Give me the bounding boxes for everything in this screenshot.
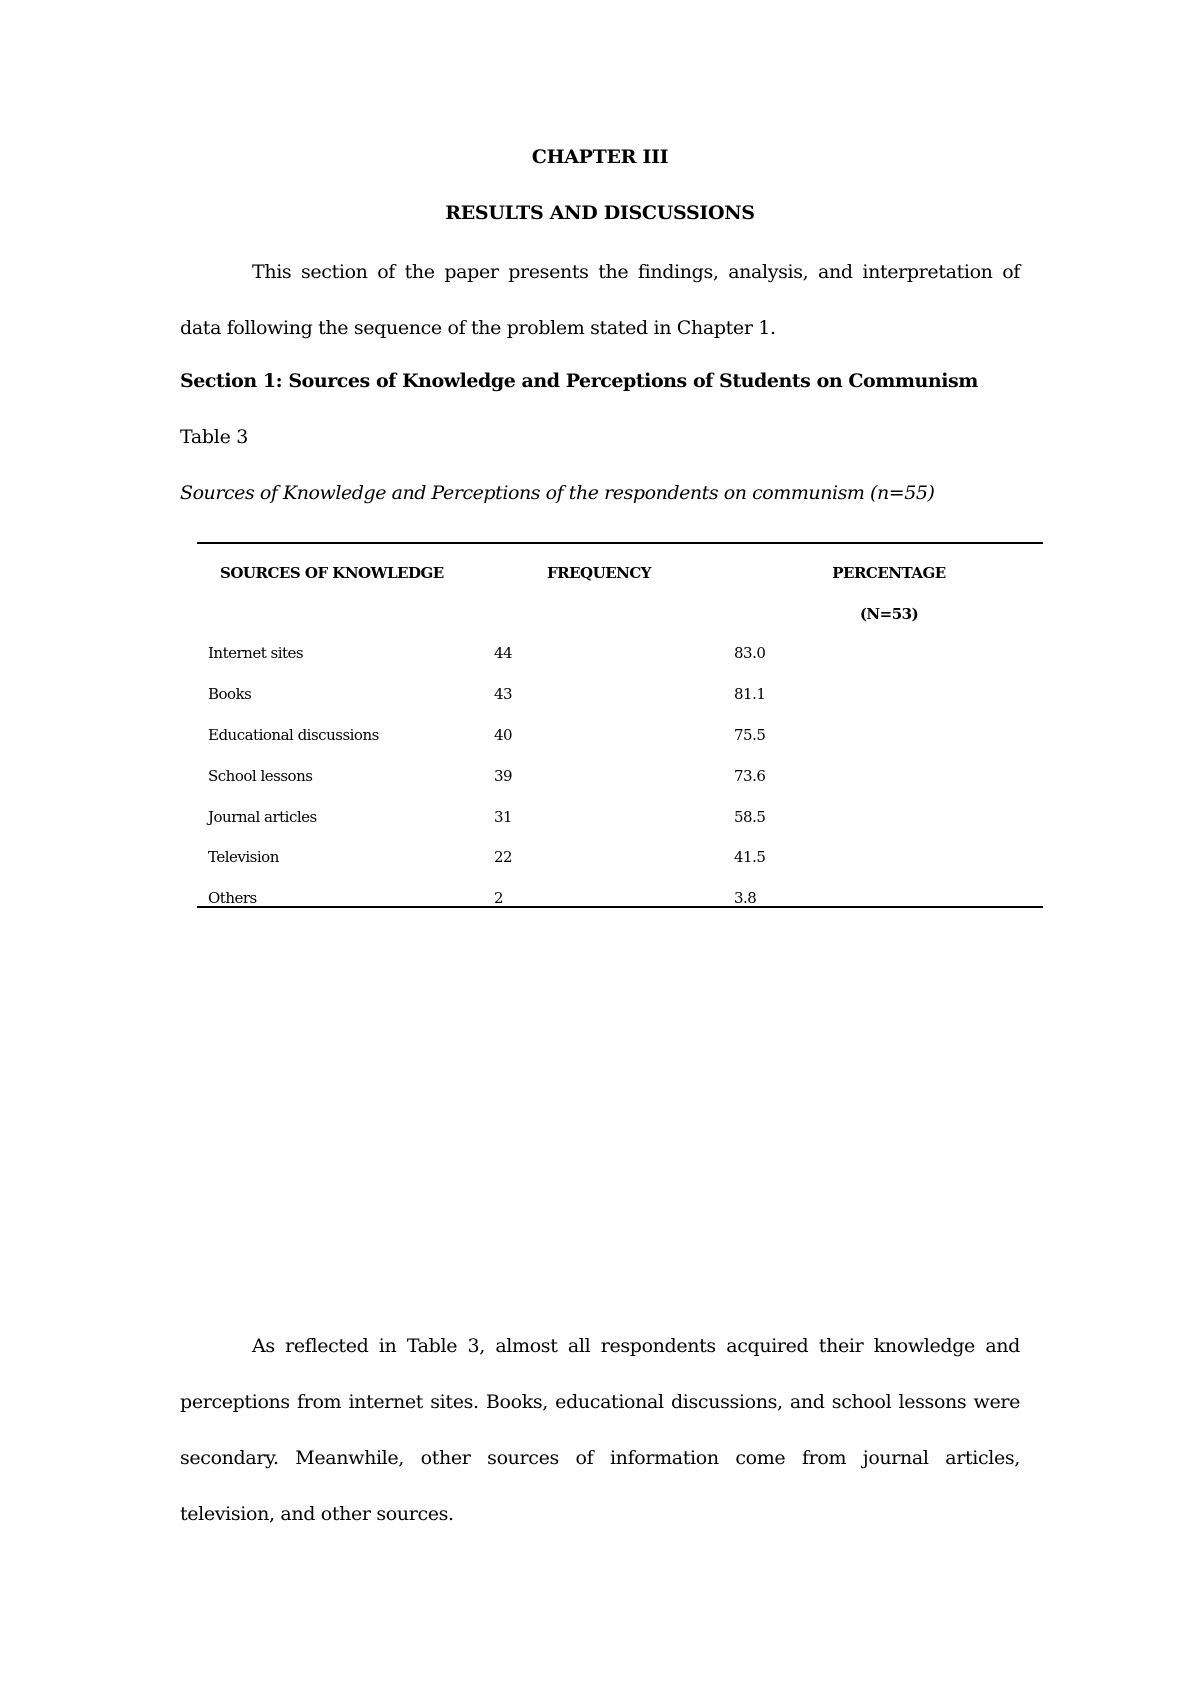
- table-row: [197, 848, 1043, 889]
- table-caption: Sources of Knowledge and Perceptions of the respondents on communism (n=55): [180, 482, 935, 504]
- cell-frequency: 2: [494, 889, 504, 907]
- cell-source: Internet sites: [208, 644, 304, 662]
- cell-source: Journal articles: [208, 808, 317, 826]
- cell-percentage: 58.5: [734, 808, 766, 826]
- cell-frequency: 43: [494, 685, 513, 703]
- cell-frequency: 22: [494, 848, 513, 866]
- header-percentage-n: (N=53): [859, 605, 919, 623]
- table-row: [197, 726, 1043, 767]
- cell-source: Educational discussions: [208, 726, 379, 744]
- cell-percentage: 83.0: [734, 644, 766, 662]
- cell-source: Television: [208, 848, 279, 866]
- cell-source: School lessons: [208, 767, 313, 785]
- header-sources-of-knowledge: SOURCES OF KNOWLEDGE: [220, 564, 444, 582]
- results-title: RESULTS AND DISCUSSIONS: [445, 202, 755, 224]
- cell-frequency: 31: [494, 808, 513, 826]
- cell-percentage: 41.5: [734, 848, 766, 866]
- discussion-paragraph: [180, 1318, 1020, 1542]
- cell-frequency: 39: [494, 767, 513, 785]
- table-row: [197, 644, 1043, 685]
- table-row: [197, 767, 1043, 808]
- table-label: Table 3: [180, 426, 249, 448]
- section-heading: Section 1: Sources of Knowledge and Perceptions of Students on Communism: [180, 370, 978, 392]
- cell-percentage: 3.8: [734, 889, 757, 907]
- intro-paragraph-text: This section of the paper presents the findings, analysis, and interpretation of data following the sequence of the problem stated in Chapter 1.: [180, 261, 1020, 339]
- intro-paragraph: [180, 244, 1020, 356]
- cell-percentage: 81.1: [734, 685, 766, 703]
- cell-source: Others: [208, 889, 257, 907]
- header-percentage: PERCENTAGE: [832, 564, 946, 582]
- cell-source: Books: [208, 685, 252, 703]
- table-row: [197, 685, 1043, 726]
- table-header: [197, 544, 1043, 644]
- cell-frequency: 40: [494, 726, 513, 744]
- table-row: [197, 889, 1043, 930]
- cell-percentage: 73.6: [734, 767, 766, 785]
- cell-frequency: 44: [494, 644, 513, 662]
- table-row: [197, 808, 1043, 849]
- header-frequency: FREQUENCY: [547, 564, 651, 582]
- cell-percentage: 75.5: [734, 726, 766, 744]
- table-bottom-rule: [197, 906, 1043, 908]
- chapter-title: CHAPTER III: [531, 146, 669, 168]
- discussion-paragraph-text: As reflected in Table 3, almost all respondents acquired their knowledge and perceptions from internet sites. Books, educational discussions, and school lessons were secondary. Meanwhile, other sources of information come from journal articles, television, and other sources.: [180, 1335, 1020, 1525]
